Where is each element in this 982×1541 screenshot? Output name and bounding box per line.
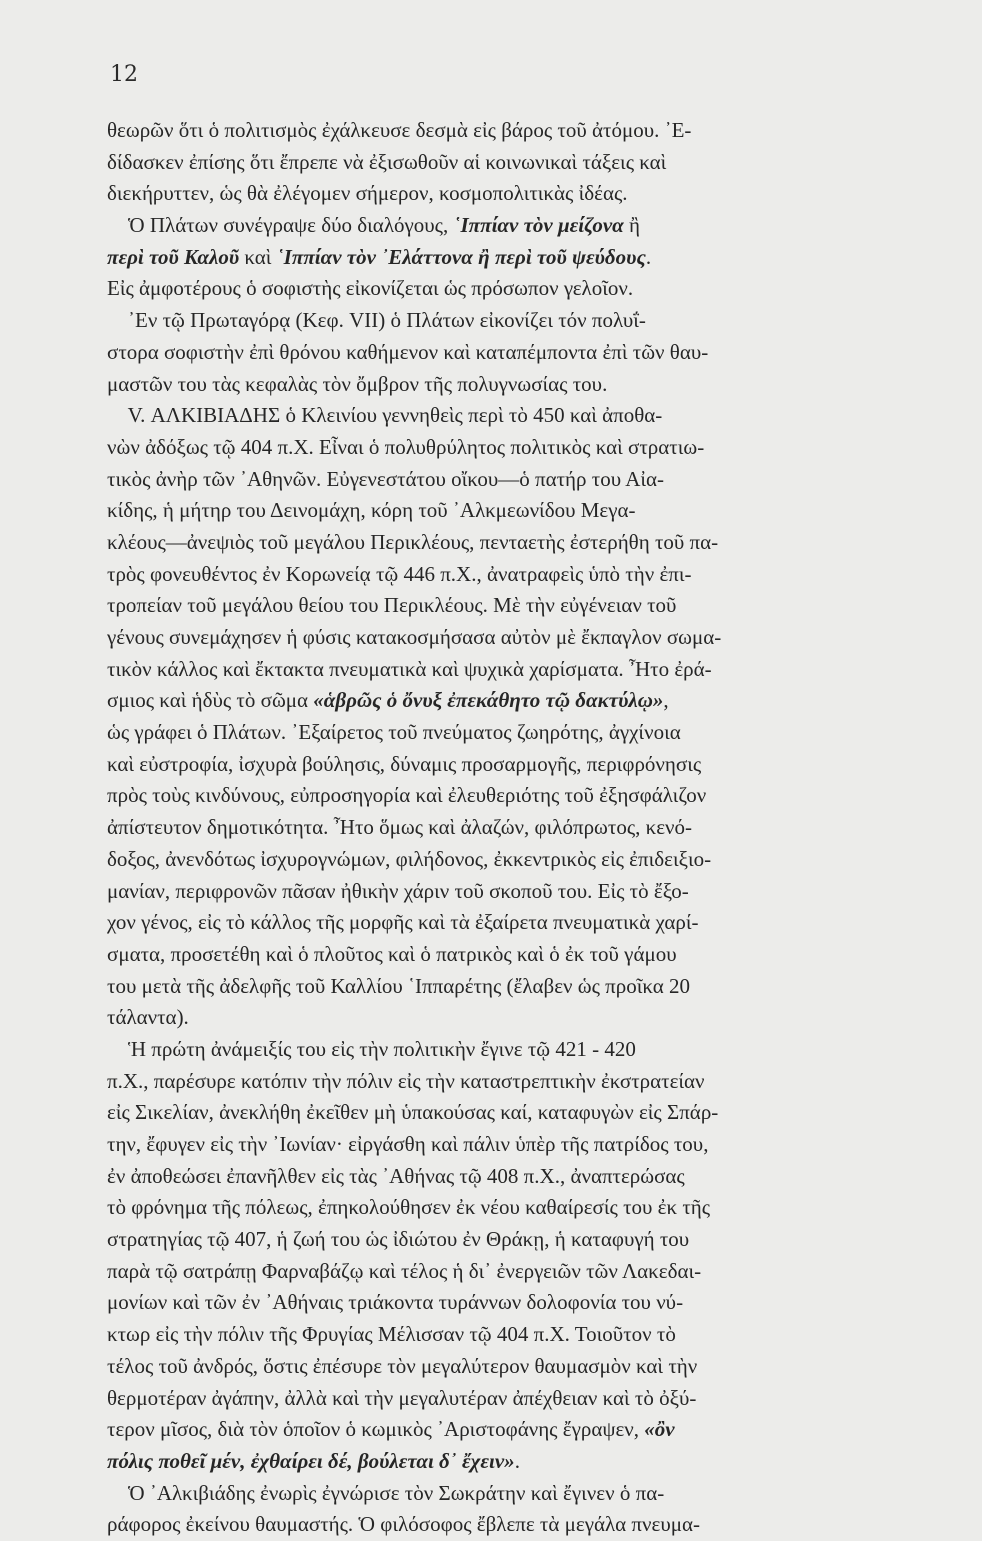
text-segment: Ἡ πρώτη ἀνάμειξίς του εἰς τὴν πολιτικὴν ἔγινε τῷ 421 - 420 xyxy=(107,1036,636,1061)
text-segment: θερμοτέραν ἀγάπην, ἀλλὰ καὶ τὴν μεγαλυτέραν ἀπέχθειαν καὶ τὸ ὀξύ- xyxy=(107,1385,697,1410)
text-segment: διεκήρυττεν, ὡς θὰ ἐλέγομεν σήμερον, κοσμοπολιτικὰς ἰδέας. xyxy=(107,181,628,206)
text-line-content xyxy=(107,1287,683,1319)
text-line-content xyxy=(107,844,711,876)
text-line xyxy=(107,1287,919,1319)
text-line-content xyxy=(107,654,712,686)
text-segment: Ὁ Πλάτων συνέγραψε δύο διαλόγους, xyxy=(107,213,454,238)
text-line-content xyxy=(107,876,689,908)
text-segment: τὸ φρόνημα τῆς πόλεως, ἐπηκολούθησεν ἐκ νέου καθαίρεσίς του ἐκ τῆς xyxy=(107,1195,711,1220)
emphasized-text: ῾Ιππίαν τὸν ᾿Ελάττονα ἢ περὶ τοῦ ψεύδους xyxy=(276,244,646,269)
text-line-content xyxy=(107,559,692,591)
text-segment: την, ἔφυγεν εἰς τὴν ᾿Ιωνίαν· εἰργάσθη καὶ πάλιν ὑπὲρ τῆς πατρίδος του, xyxy=(107,1132,709,1156)
text-segment: . xyxy=(514,1448,520,1473)
emphasized-text: «ὂν xyxy=(644,1417,675,1442)
emphasized-text: «ἁβρῶς ὁ ὄνυξ ἐπεκάθητο τῷ δακτύλῳ» xyxy=(313,688,664,713)
text-line-content xyxy=(107,939,677,971)
text-line xyxy=(107,685,919,717)
text-line-content xyxy=(107,971,690,1003)
text-line-content xyxy=(107,590,676,622)
text-segment: χον γένος, εἰς τὸ κάλλος τῆς μορφῆς καὶ τὰ ἐξαίρετα πνευματικὰ χαρί- xyxy=(107,910,699,935)
text-segment: π.Χ., παρέσυρε κατόπιν τὴν πόλιν εἰς τὴν καταστρεπτικὴν ἐκστρατείαν xyxy=(107,1068,705,1093)
emphasized-text: πόλις ποθεῖ μέν, ἐχθαίρει δέ, βούλεται δ᾿ ἔχειν» xyxy=(107,1448,515,1473)
text-segment: ράφορος ἐκείνου θαυμαστής. Ὁ φιλόσοφος ἔβλεπε τὰ μεγάλα πνευμα- xyxy=(107,1512,700,1537)
text-segment: ἀπίστευτον δημοτικότητα. Ἦτο ὅμως καὶ ἀλαζών, φιλόπρωτος, κενό- xyxy=(107,815,693,840)
text-line xyxy=(107,305,919,337)
text-line xyxy=(107,1256,919,1288)
text-segment: Ὁ ᾿Αλκιβιάδης ἐνωρὶς ἐγνώρισε τὸν Σωκράτην καὶ ἔγινεν ὁ πα- xyxy=(107,1480,665,1505)
text-line xyxy=(107,559,919,591)
text-segment: κίδης, ἡ μήτηρ του Δεινομάχη, κόρη τοῦ ᾿Αλκμεωνίδου Μεγα- xyxy=(107,498,636,523)
text-segment: εἰς Σικελίαν, ἀνεκλήθη ἐκεῖθεν μὴ ὑπακούσας καί, καταφυγὼν εἰς Σπάρ- xyxy=(107,1100,719,1125)
text-line xyxy=(107,369,919,401)
text-line xyxy=(107,495,919,527)
text-segment: , xyxy=(663,688,669,713)
text-segment: ὡς γράφει ὁ Πλάτων. ᾿Εξαίρετος τοῦ πνεύματος ζωηρότης, ἀγχίνοια xyxy=(107,720,681,745)
text-segment: καὶ xyxy=(239,244,277,269)
text-segment: ᾿Εν τῷ Πρωταγόρᾳ (Κεφ. VII) ὁ Πλάτων εἰκονίζει τόν πολυΐ- xyxy=(107,308,646,333)
text-line-content xyxy=(107,1414,675,1446)
text-line-content xyxy=(107,717,681,749)
text-line xyxy=(107,1446,919,1478)
text-line xyxy=(107,1129,919,1161)
text-segment: μονίων καὶ τῶν ἐν ᾿Αθήναις τριάκοντα τυράννων δολοφονία του νύ- xyxy=(107,1290,684,1315)
text-line-content xyxy=(107,749,701,781)
text-line-content xyxy=(107,273,633,305)
text-segment: τέλος τοῦ ἀνδρός, ὅστις ἐπέσυρε τὸν μεγαλύτερον θαυμασμὸν καὶ τὴν xyxy=(107,1353,698,1378)
text-segment: δοξος, ἀνενδότως ἰσχυρογνώμων, φιλήδονος, ἐκκεντρικὸς εἰς ἐπιδειξιο- xyxy=(107,846,712,871)
text-segment: τροπείαν τοῦ μεγάλου θείου του Περικλέους. Μὲ τὴν εὐγένειαν τοῦ xyxy=(107,593,677,618)
text-line-content xyxy=(107,337,708,369)
text-line xyxy=(107,400,919,432)
text-line-content xyxy=(107,1446,520,1478)
text-line-content xyxy=(107,1192,710,1224)
text-line xyxy=(107,115,919,147)
text-line xyxy=(107,1319,919,1351)
text-line xyxy=(107,717,919,749)
text-line-content xyxy=(107,1319,676,1351)
text-line xyxy=(107,876,919,908)
text-line xyxy=(107,1097,919,1129)
text-line xyxy=(107,432,919,464)
text-line xyxy=(107,337,919,369)
text-segment: νὼν ἀδόξως τῷ 404 π.Χ. Εἶναι ὁ πολυθρύλητος πολιτικὸς καὶ στρατιω- xyxy=(107,434,705,459)
text-line-content xyxy=(107,210,640,242)
text-line xyxy=(107,210,919,242)
text-segment: σματα, προσετέθη καὶ ὁ πλοῦτος καὶ ὁ πατρικὸς καὶ ὁ ἐκ τοῦ γάμου xyxy=(107,941,677,966)
text-line-content xyxy=(107,1351,697,1383)
text-segment: V. ΑΛΚΙΒΙΑΔΗΣ ὁ Κλεινίου γεννηθεὶς περὶ τὸ 450 καὶ ἀποθα- xyxy=(107,403,663,428)
text-segment: μανίαν, περιφρονῶν πᾶσαν ἠθικὴν χάριν τοῦ σκοποῦ του. Εἰς τὸ ἔξο- xyxy=(107,878,689,903)
text-line-content xyxy=(107,1224,689,1256)
text-line xyxy=(107,844,919,876)
text-line xyxy=(107,1509,919,1541)
text-segment: στορα σοφιστὴν ἐπὶ θρόνου καθήμενον καὶ καταπέμποντα ἐπὶ τῶν θαυ- xyxy=(107,339,709,364)
text-line-content xyxy=(107,812,692,844)
text-segment: καὶ εὐστροφία, ἰσχυρὰ βούλησις, δύναμις προσαρμογῆς, περιφρόνησις xyxy=(107,751,702,776)
text-line-content xyxy=(107,495,636,527)
emphasized-text: ῾Ιππίαν τὸν μείζονα xyxy=(453,213,624,238)
text-segment: τάλαντα). xyxy=(107,1005,189,1030)
text-line-content xyxy=(107,1066,705,1098)
text-segment: τρὸς φονευθέντος ἐν Κορωνείᾳ τῷ 446 π.Χ., ἀνατραφεὶς ὑπὸ τὴν ἐπι- xyxy=(107,561,692,586)
text-line-content xyxy=(107,1129,708,1161)
text-line-content xyxy=(107,1256,701,1288)
text-line xyxy=(107,527,919,559)
text-segment: κλέους—ἀνεψιὸς τοῦ μεγάλου Περικλέους, πενταετὴς ἐστερήθη τοῦ πα- xyxy=(107,529,719,554)
text-line-content xyxy=(107,400,662,432)
body-text xyxy=(107,115,919,1541)
text-line xyxy=(107,654,919,686)
text-segment: πρὸς τοὺς κινδύνους, εὐπροσηγορία καὶ ἐλευθεριότης τοῦ ἐξησφάλιζον xyxy=(107,783,707,808)
text-line-content xyxy=(107,1161,685,1193)
text-line xyxy=(107,590,919,622)
text-line-content xyxy=(107,305,646,337)
text-line xyxy=(107,273,919,305)
text-segment: στρατηγίας τῷ 407, ἡ ζωή του ὡς ἰδιώτου ἐν Θράκῃ, ἡ καταφυγή του xyxy=(107,1227,690,1252)
text-line-content xyxy=(107,115,691,147)
text-line-content xyxy=(107,527,718,559)
text-line xyxy=(107,1478,919,1510)
text-segment: τικὸς ἀνὴρ τῶν ᾿Αθηνῶν. Εὐγενεστάτου οἴκου—ὁ πατήρ του Αἰα- xyxy=(107,466,665,491)
text-segment: ἢ xyxy=(623,213,641,238)
text-line-content xyxy=(107,907,698,939)
text-line-content xyxy=(107,1509,700,1541)
text-line-content xyxy=(107,1383,696,1415)
text-line-content xyxy=(107,1097,718,1129)
text-line-content xyxy=(107,369,607,401)
emphasized-text: περὶ τοῦ Καλοῦ xyxy=(107,244,240,269)
text-line xyxy=(107,242,919,274)
text-segment: σμιος καὶ ἡδὺς τὸ σῶμα xyxy=(107,688,314,713)
text-line-content xyxy=(107,464,664,496)
text-line xyxy=(107,939,919,971)
text-line xyxy=(107,1224,919,1256)
text-line xyxy=(107,1002,919,1034)
text-line xyxy=(107,464,919,496)
text-line xyxy=(107,780,919,812)
text-line-content xyxy=(107,432,704,464)
text-line xyxy=(107,147,919,179)
text-line xyxy=(107,812,919,844)
page-number: 12 xyxy=(110,62,138,87)
text-line-content xyxy=(107,1002,189,1034)
text-line xyxy=(107,749,919,781)
text-line-content xyxy=(107,1034,636,1066)
text-segment: θεωρῶν ὅτι ὁ πολιτισμὸς ἐχάλκευσε δεσμὰ εἰς βάρος τοῦ ἀτόμου. ᾿Ε- xyxy=(107,118,692,142)
text-segment: ἐν ἀποθεώσει ἐπανῆλθεν εἰς τὰς ᾿Αθήνας τῷ 408 π.Χ., ἀναπτερώσας xyxy=(107,1163,685,1188)
text-segment: . xyxy=(645,244,652,269)
text-line xyxy=(107,907,919,939)
text-line-content xyxy=(107,1478,664,1510)
text-segment: του μετὰ τῆς ἀδελφῆς τοῦ Καλλίου ῾Ιππαρέτης (ἔλαβεν ὡς προῖκα 20 xyxy=(107,973,691,998)
text-segment: τερον μῖσος, διὰ τὸν ὁποῖον ὁ κωμικὸς ᾿Αριστοφάνης ἔγραψεν, xyxy=(107,1417,645,1442)
text-segment: παρὰ τῷ σατράπῃ Φαρναβάζῳ καὶ τέλος ἡ δι᾿ ἐνεργειῶν τῶν Λακεδαι- xyxy=(107,1258,702,1283)
text-segment: κτωρ εἰς τὴν πόλιν τῆς Φρυγίας Μέλισσαν τῷ 404 π.Χ. Τοιοῦτον τὸ xyxy=(107,1322,676,1347)
text-segment: γένους συνεμάχησεν ἡ φύσις κατακοσμήσασα αὐτὸν μὲ ἔκπαγλον σωμα- xyxy=(107,625,722,649)
text-line xyxy=(107,1414,919,1446)
text-line xyxy=(107,178,919,210)
text-line-content xyxy=(107,242,651,274)
text-line xyxy=(107,1161,919,1193)
text-segment: δίδασκεν ἐπίσης ὅτι ἔπρεπε νὰ ἐξισωθοῦν αἱ κοινωνικαὶ τάξεις καὶ xyxy=(107,149,667,174)
text-line xyxy=(107,1383,919,1415)
text-line-content xyxy=(107,147,666,179)
text-line-content xyxy=(107,178,628,210)
text-line-content xyxy=(107,622,721,654)
text-line xyxy=(107,1034,919,1066)
text-segment: Εἰς ἀμφοτέρους ὁ σοφιστὴς εἰκονίζεται ὡς πρόσωπον γελοῖον. xyxy=(107,276,634,301)
text-line xyxy=(107,1192,919,1224)
text-line-content xyxy=(107,685,669,717)
text-segment: μαστῶν του τὰς κεφαλὰς τὸν ὄμβρον τῆς πολυγνωσίας του. xyxy=(107,371,608,396)
text-line xyxy=(107,1351,919,1383)
text-segment: τικὸν κάλλος καὶ ἔκτακτα πνευματικὰ καὶ ψυχικὰ χαρίσματα. Ἦτο ἐρά- xyxy=(107,656,712,681)
text-line xyxy=(107,622,919,654)
text-line xyxy=(107,1066,919,1098)
text-line-content xyxy=(107,780,706,812)
text-line xyxy=(107,971,919,1003)
